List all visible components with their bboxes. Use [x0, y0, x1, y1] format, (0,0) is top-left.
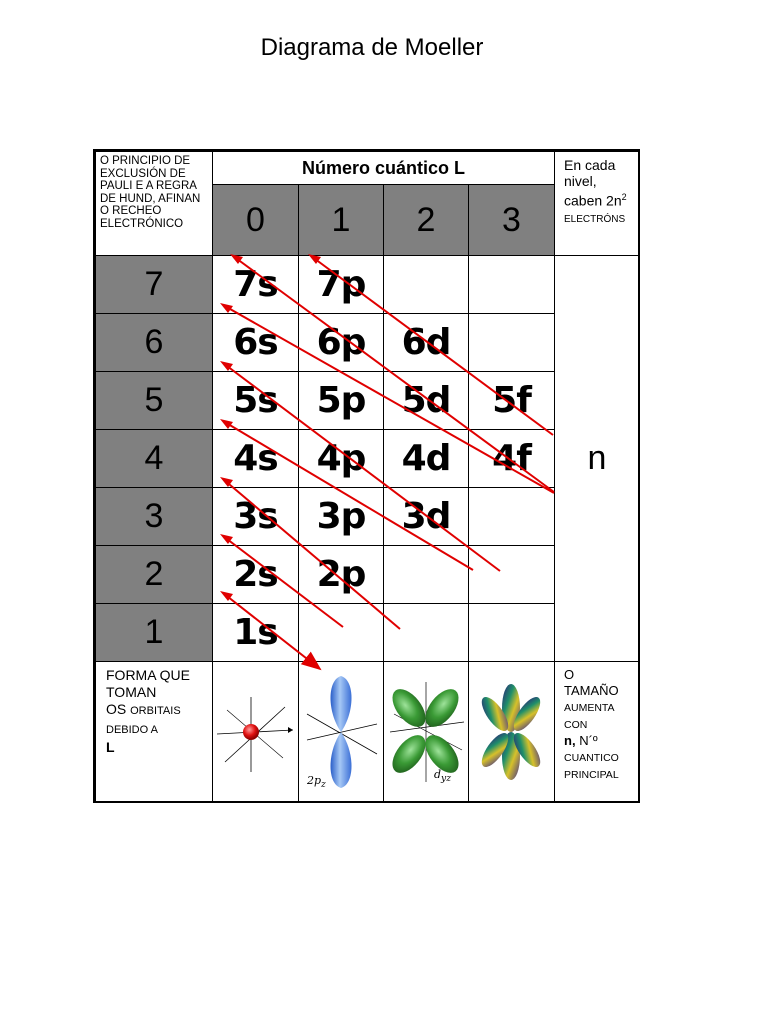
s-orbital-cell — [212, 661, 299, 803]
s-orbital-icon — [213, 662, 298, 802]
shape-note-line2a: OS — [106, 701, 127, 717]
orbital-7p: 7p — [298, 255, 384, 314]
orbital-empty — [298, 603, 384, 662]
l-value-0: 0 — [212, 184, 299, 256]
orbital-empty — [468, 313, 555, 372]
orbital-2s: 2s — [212, 545, 299, 604]
electrons-label: ELECTRÓNS — [564, 213, 626, 225]
orbital-3p: 3p — [298, 487, 384, 546]
capacity-exponent: 2 — [621, 192, 627, 202]
d-orbital-icon — [384, 662, 468, 802]
orbital-6s: 6s — [212, 313, 299, 372]
size-note-n: n, — [564, 733, 576, 748]
orbital-empty — [383, 255, 469, 314]
level-2: 2 — [95, 545, 213, 604]
p-orbital-cell — [298, 661, 384, 803]
level-1: 1 — [95, 603, 213, 662]
size-note-number: N´º — [579, 733, 598, 748]
l-value-1: 1 — [298, 184, 384, 256]
level-6: 6 — [95, 313, 213, 372]
f-orbital-icon — [469, 662, 554, 802]
orbital-empty — [468, 487, 555, 546]
level-5: 5 — [95, 371, 213, 430]
orbital-4s: 4s — [212, 429, 299, 488]
orbital-3s: 3s — [212, 487, 299, 546]
f-orbital-cell — [468, 661, 555, 803]
d-orbital-caption: $d_{yz}$ — [434, 768, 452, 785]
top-left-note: O PRINCIPIO DE EXCLUSIÓN DE PAULI E A REGRA DE HUND, AFINAN O RECHEO ELECTRÓNICO — [95, 151, 213, 256]
orbital-4d: 4d — [383, 429, 469, 488]
shape-note-line1: FORMA QUE TOMAN — [106, 667, 191, 700]
size-note-line4: CUANTICO PRINCIPAL — [564, 752, 619, 781]
orbital-1s: 1s — [212, 603, 299, 662]
page-title: Diagrama de Moeller — [260, 34, 484, 61]
orbital-empty — [468, 603, 555, 662]
orbital-4f: 4f — [468, 429, 555, 488]
l-value-2: 2 — [383, 184, 469, 256]
level-4: 4 — [95, 429, 213, 488]
orbital-empty — [468, 545, 555, 604]
size-note-line1: O TAMAÑO — [564, 667, 619, 698]
shape-note-line3: L — [106, 739, 115, 755]
orbital-5p: 5p — [298, 371, 384, 430]
orbital-7s: 7s — [212, 255, 299, 314]
d-orbital-cell — [383, 661, 469, 803]
p-orbital-caption: $2p_z$ — [307, 774, 326, 791]
level-3: 3 — [95, 487, 213, 546]
orbital-6p: 6p — [298, 313, 384, 372]
orbital-5d: 5d — [383, 371, 469, 430]
capacity-text: En cada nivel, caben 2n — [564, 157, 622, 209]
orbital-3d: 3d — [383, 487, 469, 546]
orbital-empty — [383, 603, 469, 662]
orbital-6d: 6d — [383, 313, 469, 372]
orbital-2p: 2p — [298, 545, 384, 604]
orbital-empty — [468, 255, 555, 314]
level-7: 7 — [95, 255, 213, 314]
n-label: n — [554, 255, 640, 662]
orbital-empty — [383, 545, 469, 604]
top-right-note — [554, 151, 640, 256]
shape-note-line2b: ORBITAIS DEBIDO A — [106, 705, 181, 736]
bottom-left-note — [95, 661, 213, 803]
l-value-3: 3 — [468, 184, 555, 256]
size-note-line2: AUMENTA CON — [564, 702, 614, 731]
orbital-5s: 5s — [212, 371, 299, 430]
orbital-4p: 4p — [298, 429, 384, 488]
moeller-table — [93, 149, 640, 803]
orbital-5f: 5f — [468, 371, 555, 430]
quantum-number-header: Número cuántico L — [212, 151, 555, 185]
bottom-right-note — [554, 661, 640, 803]
